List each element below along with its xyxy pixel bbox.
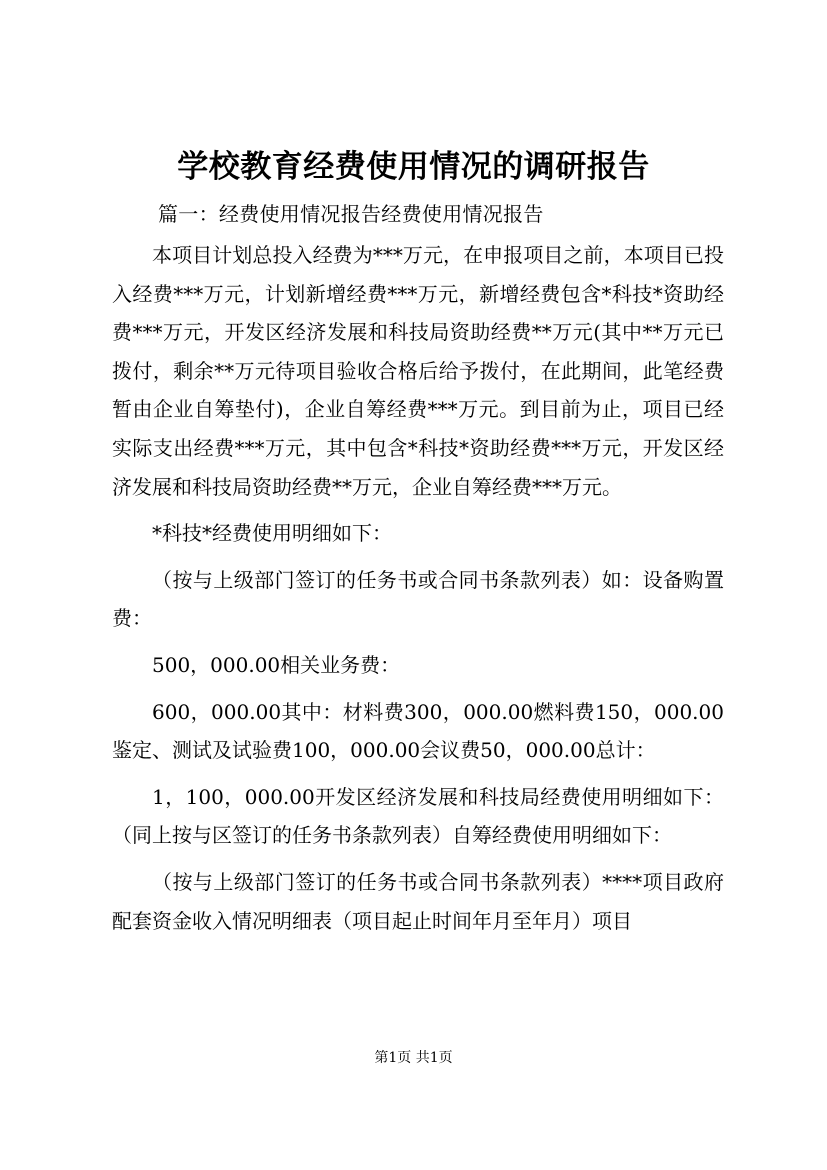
document-body	[112, 236, 724, 940]
paragraph-total: 1，100，000.00开发区经济发展和科技局经费使用明细如下：（同上按与区签订的任务书条款列表）自筹经费使用明细如下：	[112, 784, 724, 848]
paragraph-tech-detail-heading: *科技*经费使用明细如下：	[152, 521, 392, 546]
paragraph-business-fees: 500，000.00相关业务费：	[152, 652, 401, 677]
page-footer: 第1页 共1页	[374, 1050, 453, 1066]
document-subtitle: 篇一：经费使用情况报告经费使用情况报告	[158, 202, 544, 226]
paragraph-matching-funds: （按与上级部门签订的任务书或合同书条款列表）****项目政府配套资金收入情况明细表（项目起止时间年月至年月）项目	[112, 869, 724, 933]
document-title: 学校教育经费使用情况的调研报告	[177, 149, 650, 185]
paragraph-funding-overview: 本项目计划总投入经费为***万元，在申报项目之前，本项目已投入经费***万元，计划新增经费***万元，新增经费包含*科技*资助经费***万元，开发区经济发展和科技局资助经费**万元(其中**万元已拨付，剩余**万元待项目验收合格后给予拨付，在此期间，此笔经费暂由企业自筹垫付)，企业自筹经费***万元。到目前为止，项目已经实际支出经费***万元，其中包含*科技*资助经费***万元，开发区经济发展和科技局资助经费**万元，企业自筹经费***万元。	[112, 243, 724, 499]
paragraph-equipment: （按与上级部门签订的任务书或合同书条款列表）如：设备购置费：	[112, 567, 724, 631]
paragraph-material-costs: 600，000.00其中：材料费300，000.00燃料费150，000.00鉴定、测试及试验费100，000.00会议费50，000.00总计：	[112, 699, 724, 763]
